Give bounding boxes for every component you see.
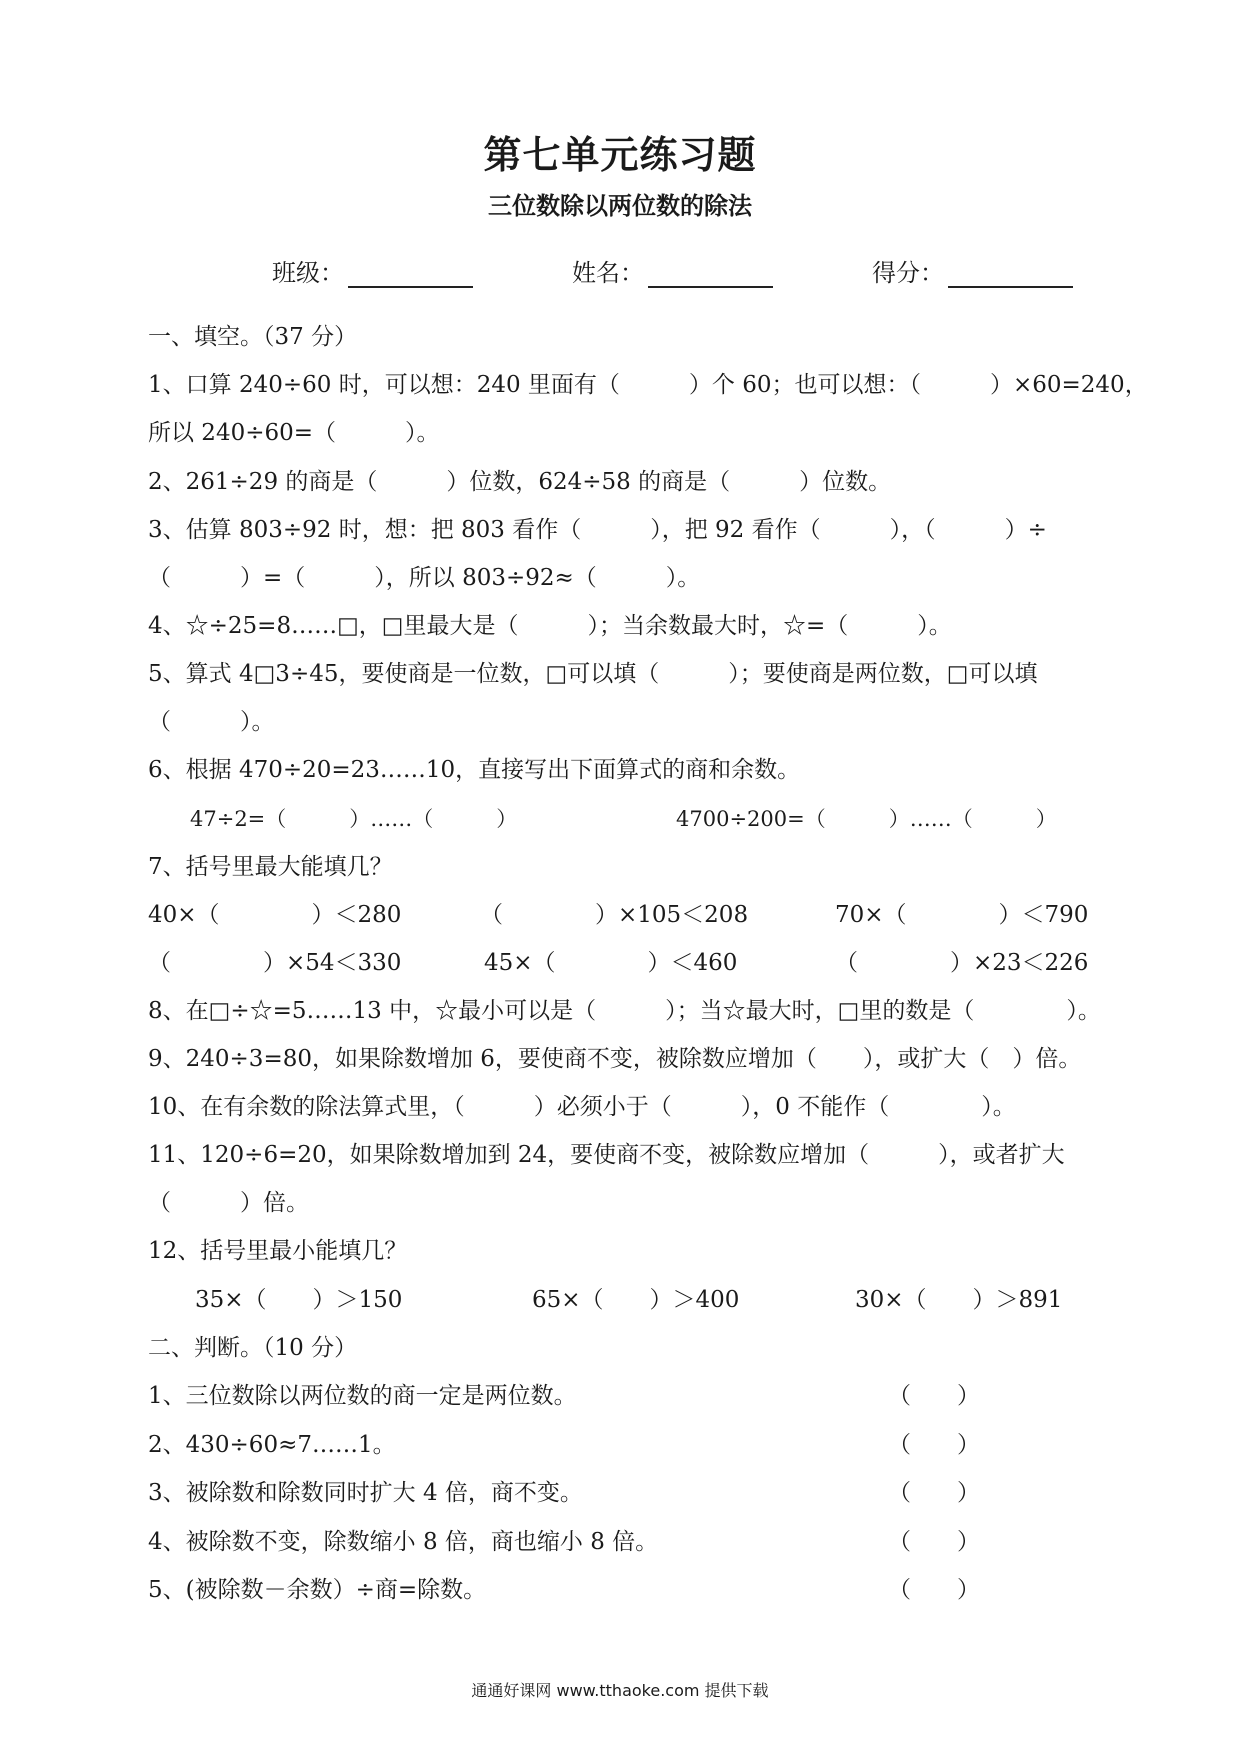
q7-title: 7、括号里最大能填几？ [148, 854, 393, 880]
q5-line1: 5、算式 4□3÷45，要使商是一位数，□可以填（ ）；要使商是两位数，□可以填 [148, 661, 1038, 687]
section2-heading: 二、判断。（10 分） [148, 1335, 358, 1361]
q12-title: 12、括号里最小能填几？ [148, 1238, 408, 1264]
judge-item-2: 2、430÷60≈7……1。 [148, 1432, 396, 1458]
q12-item-3: 30×（ ）＞891 [855, 1287, 1063, 1313]
q6-item-2: 4700÷200=（ ）……（ ） [676, 807, 1057, 831]
class-blank[interactable] [348, 260, 473, 288]
q2-line: 2、261÷29 的商是（ ）位数，624÷58 的商是（ ）位数。 [148, 469, 892, 495]
q1-line1: 1、口算 240÷60 时，可以想：240 里面有（ ）个 60；也可以想：（ ）×60=240， [148, 372, 1148, 398]
score-field[interactable] [872, 253, 1073, 288]
footer-credit: 通通好课网 www.tthaoke.com 提供下载 [471, 1681, 769, 1700]
q11-line2: （ ）倍。 [148, 1190, 309, 1216]
q6-item-1: 47÷2=（ ）……（ ） [190, 807, 518, 831]
judge-item-4: 4、被除数不变，除数缩小 8 倍，商也缩小 8 倍。 [148, 1529, 659, 1555]
q10-line: 10、在有余数的除法算式里，（ ）必须小于（ ），0 不能作（ ）。 [148, 1094, 1016, 1120]
student-info-row [0, 253, 1240, 287]
name-blank[interactable] [648, 260, 773, 288]
q6-line: 6、根据 470÷20=23……10，直接写出下面算式的商和余数。 [148, 757, 801, 783]
q11-line1: 11、120÷6=20，如果除数增加到 24，要使商不变，被除数应增加（ ），或者扩大 [148, 1142, 1065, 1168]
class-field[interactable] [272, 253, 473, 288]
q8-line: 8、在□÷☆=5……13 中，☆最小可以是（ ）；当☆最大时，□里的数是（ ）。 [148, 998, 1101, 1024]
name-label: 姓名： [572, 259, 644, 287]
q3-line2: （ ）=（ ），所以 803÷92≈（ ）。 [148, 565, 701, 591]
q7-row2-c: （ ）×23＜226 [835, 950, 1089, 976]
name-field[interactable] [572, 253, 773, 288]
q7-row2-a: （ ）×54＜330 [148, 950, 402, 976]
q1-line2: 所以 240÷60=（ ）。 [148, 420, 440, 446]
judge-answer-2[interactable]: （ ） [888, 1432, 980, 1458]
q12-item-2: 65×（ ）＞400 [532, 1287, 740, 1313]
judge-answer-1[interactable]: （ ） [888, 1383, 980, 1409]
judge-answer-4[interactable]: （ ） [888, 1529, 980, 1555]
q5-line2: （ ）。 [148, 709, 275, 735]
q9-line: 9、240÷3=80，如果除数增加 6，要使商不变，被除数应增加（ ），或扩大（ ）倍。 [148, 1046, 1082, 1072]
judge-answer-5[interactable]: （ ） [888, 1577, 980, 1603]
judge-item-5: 5、(被除数－余数）÷商=除数。 [148, 1577, 487, 1603]
judge-item-1: 1、三位数除以两位数的商一定是两位数。 [148, 1383, 577, 1409]
q3-line1: 3、估算 803÷92 时，想：把 803 看作（ ），把 92 看作（ ），（ ）÷ [148, 517, 1047, 543]
q7-row1-b: （ ）×105＜208 [480, 902, 749, 928]
class-label: 班级： [272, 259, 344, 287]
section1-heading: 一、填空。（37 分） [148, 324, 358, 350]
score-label: 得分： [872, 259, 944, 287]
q7-row2-b: 45×（ ）＜460 [484, 950, 738, 976]
q7-row1-a: 40×（ ）＜280 [148, 902, 402, 928]
q7-row1-c: 70×（ ）＜790 [835, 902, 1089, 928]
judge-answer-3[interactable]: （ ） [888, 1480, 980, 1506]
page-title: 第七单元练习题 [483, 133, 757, 177]
page-subtitle: 三位数除以两位数的除法 [488, 192, 752, 220]
judge-item-3: 3、被除数和除数同时扩大 4 倍，商不变。 [148, 1480, 583, 1506]
q12-item-1: 35×（ ）＞150 [195, 1287, 403, 1313]
q4-line: 4、☆÷25=8……□，□里最大是（ ）；当余数最大时，☆=（ ）。 [148, 613, 952, 639]
score-blank[interactable] [948, 260, 1073, 288]
